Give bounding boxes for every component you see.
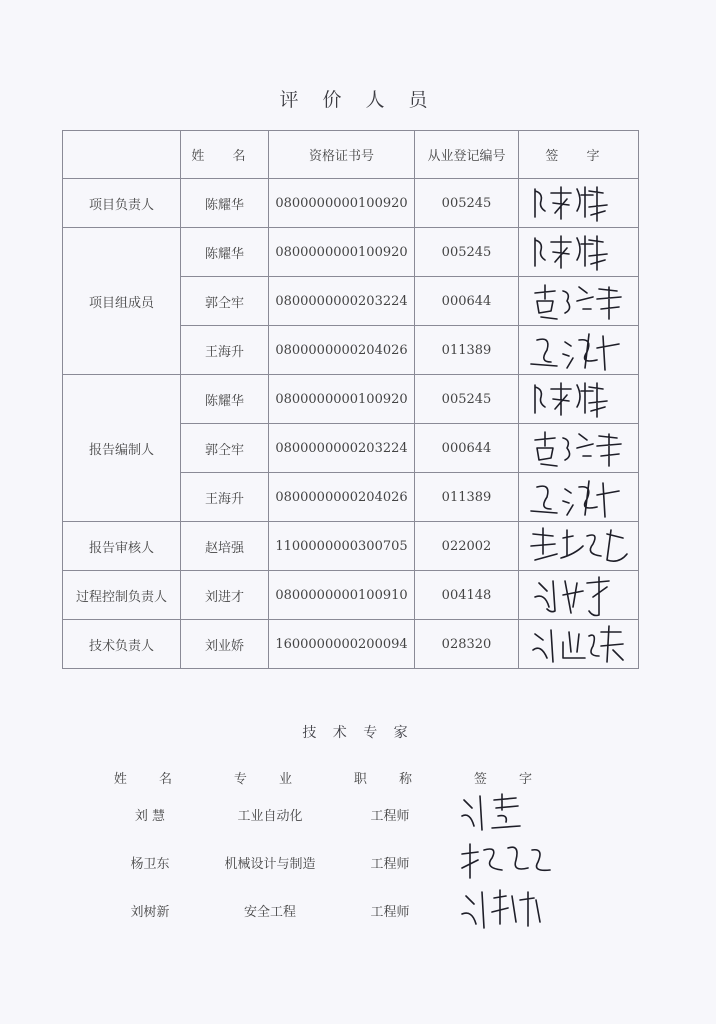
role-cell: 报告审核人 bbox=[63, 522, 181, 571]
cert-cell: 0800000000100920 bbox=[269, 179, 415, 228]
name-cell: 陈耀华 bbox=[181, 179, 269, 228]
handwritten-signature bbox=[527, 475, 631, 519]
expert-title: 工程师 bbox=[370, 808, 410, 824]
handwritten-signature bbox=[527, 524, 631, 568]
expert-row bbox=[100, 790, 580, 838]
expert-title: 工程师 bbox=[370, 904, 410, 920]
reg-cell: 005245 bbox=[415, 179, 519, 228]
handwritten-signature bbox=[527, 377, 631, 421]
handwritten-signature bbox=[527, 426, 631, 470]
expert-signature bbox=[440, 790, 580, 838]
page-title: 评 价 人 员 bbox=[279, 89, 437, 111]
handwritten-signature bbox=[458, 838, 562, 882]
reg-cell: 000644 bbox=[415, 424, 519, 473]
cert-cell: 0800000000204026 bbox=[269, 473, 415, 522]
signature-cell bbox=[519, 228, 639, 277]
handwritten-signature bbox=[458, 886, 562, 930]
handwritten-signature bbox=[527, 279, 631, 323]
expert-row bbox=[100, 886, 580, 934]
cert-cell: 1100000000300705 bbox=[269, 522, 415, 571]
cert-cell: 0800000000203224 bbox=[269, 424, 415, 473]
expert-name: 刘 慧 bbox=[134, 808, 166, 824]
handwritten-signature bbox=[527, 181, 631, 225]
signature-cell bbox=[519, 179, 639, 228]
experts-header-major: 专 业 bbox=[233, 771, 307, 787]
name-cell: 王海升 bbox=[181, 326, 269, 375]
name-cell: 刘业娇 bbox=[181, 620, 269, 669]
expert-row bbox=[100, 838, 580, 886]
table-row bbox=[63, 375, 639, 424]
reg-cell: 005245 bbox=[415, 228, 519, 277]
role-cell: 技术负责人 bbox=[63, 620, 181, 669]
table-row bbox=[63, 522, 639, 571]
cert-cell: 0800000000100920 bbox=[269, 228, 415, 277]
reg-cell: 005245 bbox=[415, 375, 519, 424]
cert-cell: 0800000000100920 bbox=[269, 375, 415, 424]
signature-cell bbox=[519, 473, 639, 522]
expert-major: 工业自动化 bbox=[237, 808, 303, 824]
expert-signature bbox=[440, 886, 580, 934]
signature-cell bbox=[519, 620, 639, 669]
expert-major: 安全工程 bbox=[243, 904, 296, 920]
reg-cell: 011389 bbox=[415, 473, 519, 522]
experts-header-signature: 签 字 bbox=[473, 771, 547, 787]
name-cell: 赵培强 bbox=[181, 522, 269, 571]
expert-major: 机械设计与制造 bbox=[224, 856, 316, 872]
header-reg: 从业登记编号 bbox=[415, 131, 519, 179]
handwritten-signature bbox=[527, 230, 631, 274]
signature-cell bbox=[519, 277, 639, 326]
signature-cell bbox=[519, 326, 639, 375]
cert-cell: 0800000000203224 bbox=[269, 277, 415, 326]
experts-table bbox=[100, 764, 580, 934]
name-cell: 刘进才 bbox=[181, 571, 269, 620]
signature-cell bbox=[519, 522, 639, 571]
table-row bbox=[63, 228, 639, 277]
handwritten-signature bbox=[527, 622, 631, 666]
signature-cell bbox=[519, 571, 639, 620]
reg-cell: 028320 bbox=[415, 620, 519, 669]
signature-cell bbox=[519, 424, 639, 473]
expert-name: 刘树新 bbox=[130, 904, 170, 920]
name-cell: 郭仝牢 bbox=[181, 277, 269, 326]
reg-cell: 000644 bbox=[415, 277, 519, 326]
name-cell: 陈耀华 bbox=[181, 228, 269, 277]
experts-header-row bbox=[100, 764, 580, 790]
experts-title: 技 术 专 家 bbox=[302, 725, 414, 741]
table-header-row bbox=[63, 131, 639, 179]
personnel-table bbox=[62, 130, 639, 669]
signature-cell bbox=[519, 375, 639, 424]
reg-cell: 022002 bbox=[415, 522, 519, 571]
header-cert: 资格证书号 bbox=[269, 131, 415, 179]
reg-cell: 011389 bbox=[415, 326, 519, 375]
role-cell: 项目负责人 bbox=[63, 179, 181, 228]
role-cell: 项目组成员 bbox=[63, 228, 181, 375]
header-name: 姓 名 bbox=[181, 131, 269, 179]
cert-cell: 0800000000100910 bbox=[269, 571, 415, 620]
handwritten-signature bbox=[527, 328, 631, 372]
handwritten-signature bbox=[527, 573, 631, 617]
table-row bbox=[63, 571, 639, 620]
table-row bbox=[63, 620, 639, 669]
experts-header-title: 职 称 bbox=[353, 771, 427, 787]
name-cell: 郭仝牢 bbox=[181, 424, 269, 473]
table-row bbox=[63, 179, 639, 228]
name-cell: 陈耀华 bbox=[181, 375, 269, 424]
cert-cell: 0800000000204026 bbox=[269, 326, 415, 375]
experts-header-name: 姓 名 bbox=[113, 771, 187, 787]
reg-cell: 004148 bbox=[415, 571, 519, 620]
header-signature: 签 字 bbox=[519, 131, 639, 179]
name-cell: 王海升 bbox=[181, 473, 269, 522]
header-role bbox=[63, 131, 181, 179]
cert-cell: 1600000000200094 bbox=[269, 620, 415, 669]
role-cell: 报告编制人 bbox=[63, 375, 181, 522]
expert-signature bbox=[440, 838, 580, 886]
handwritten-signature bbox=[458, 790, 562, 834]
role-cell: 过程控制负责人 bbox=[63, 571, 181, 620]
expert-name: 杨卫东 bbox=[130, 856, 170, 872]
expert-title: 工程师 bbox=[370, 856, 410, 872]
